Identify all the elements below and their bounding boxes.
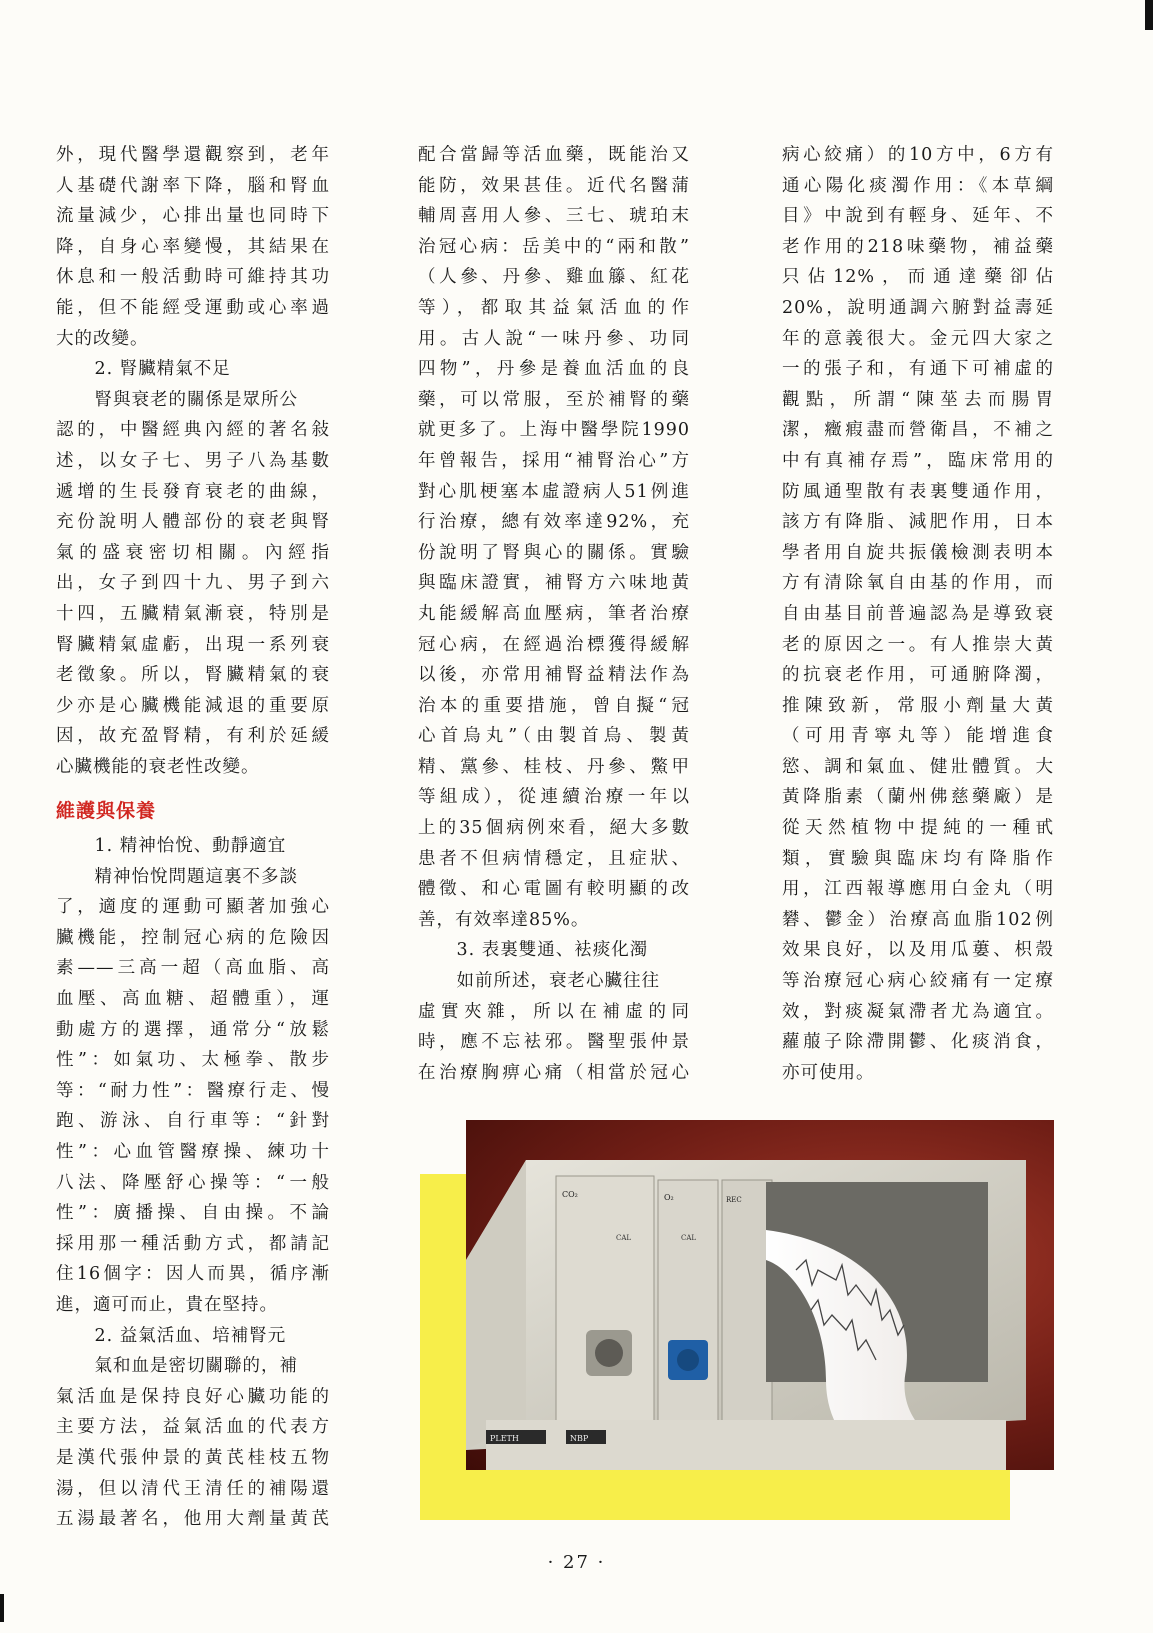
page-number: · 27 · <box>547 1552 606 1573</box>
text-line: 效果良好，以及用瓜蔞、枳殼 <box>782 940 1054 961</box>
text-line: 體徵、和心電圖有較明顯的改 <box>418 879 690 900</box>
text-line: 的抗衰老作用，可通腑降濁， <box>782 665 1054 686</box>
text-line: 了，適度的運動可顯著加強心 <box>56 897 330 918</box>
text-line: 與臨床證實，補腎方六味地黃 <box>418 573 690 594</box>
text-line: 亦可使用。 <box>782 1062 875 1083</box>
text-line: 年的意義很大。金元四大家之 <box>782 328 1054 349</box>
column-2 <box>418 140 690 1088</box>
text-line: 氣的盛衰密切相關。內經指 <box>56 542 330 563</box>
text-line: 性”：廣播操、自由操。不論 <box>56 1203 330 1224</box>
text-line: 等：“耐力性”：醫療行走、慢 <box>56 1080 330 1101</box>
text-line: 腎與衰老的關係是眾所公 <box>94 389 298 410</box>
text-line: 人基礎代謝率下降，腦和腎血 <box>56 175 330 196</box>
text-line: 等組成），從連續治療一年以 <box>418 787 690 808</box>
text-line: 蘿菔子除滯開鬱、化痰消食， <box>782 1032 1054 1053</box>
text-line: 對心肌梗塞本虛證病人51例進 <box>418 481 690 502</box>
text-line: 素——三高一超（高血脂、高 <box>56 958 330 979</box>
text-line: 因，故充盈腎精，有利於延緩 <box>56 726 330 747</box>
rec-label: REC <box>726 1196 742 1204</box>
text-line: 心臟機能的衰老性改變。 <box>56 756 260 777</box>
text-line: 遞增的生長發育衰老的曲線， <box>56 481 330 502</box>
text-line: 輔周喜用人參、三七、琥珀末 <box>418 206 690 227</box>
text-line: 3. 表裏雙通、袪痰化濁 <box>456 940 649 961</box>
nbp-label: NBP <box>570 1434 589 1443</box>
text-line: 配合當歸等活血藥，既能治又 <box>418 145 690 165</box>
text-line: （可用青寧丸等）能增進食 <box>782 726 1054 747</box>
text-line: 等），都取其益氣活血的作 <box>418 297 690 318</box>
photo-block <box>420 1120 1060 1522</box>
text-line: 從天然植物中提純的一種甙 <box>782 818 1054 839</box>
text-line: 虛實夾雜，所以在補虛的同 <box>418 1001 690 1022</box>
text-line: 觀點，所謂“陳莝去而腸胃 <box>782 389 1054 410</box>
text-line: 20%，說明通調六腑對益壽延 <box>782 297 1054 318</box>
co2-module <box>556 1176 654 1426</box>
text-line: 老的原因之一。有人推崇大黃 <box>782 634 1054 655</box>
text-line: 性”：心血管醫療操、練功十 <box>56 1142 330 1162</box>
text-line: 充份說明人體部份的衰老與腎 <box>56 512 330 533</box>
text-line: 以後，亦常用補腎益精法作為 <box>418 665 690 686</box>
text-line: 腎臟精氣虛虧，出現一系列衰 <box>56 634 330 655</box>
text-line: 住16個字：因人而異，循序漸 <box>56 1264 330 1285</box>
text-line: 自由基目前普遍認為是導致衰 <box>782 603 1054 624</box>
text-line: 只佔12%，而通達藥卻佔 <box>782 267 1054 288</box>
text-line: 臟機能，控制冠心病的危險因 <box>56 927 330 948</box>
text-line: 防風通聖散有表裏雙通作用， <box>782 481 1054 502</box>
text-line: 用。古人說“一味丹參、功同 <box>418 328 690 349</box>
text-line: 黃降脂素（蘭州佛慈藥廠）是 <box>782 787 1054 808</box>
text-line: 用，江西報導應用白金丸（明 <box>782 879 1054 900</box>
text-line: 2. 益氣活血、培補腎元 <box>94 1325 287 1346</box>
o2-label: O₂ <box>664 1193 674 1202</box>
text-line: 是漢代張仲景的黃芪桂枝五物 <box>56 1447 330 1468</box>
co2-label: CO₂ <box>562 1190 578 1199</box>
text-line: 精、黨參、桂枝、丹參、鱉甲 <box>418 756 690 777</box>
text-line: 十四，五臟精氣漸衰，特別是 <box>56 603 330 624</box>
text-line: 湯，但以清代王清任的補陽還 <box>56 1478 330 1499</box>
text-line: 推陳致新，常服小劑量大黃 <box>782 695 1054 716</box>
monitor-illustration <box>466 1120 1054 1470</box>
text-line: 外，現代醫學還觀察到，老年 <box>56 145 330 165</box>
text-line: 等治療冠心病心絞痛有一定療 <box>782 971 1054 992</box>
o2-module <box>658 1180 718 1426</box>
text-line: 性”：如氣功、太極拳、散步 <box>56 1050 330 1071</box>
text-line: （人參、丹參、雞血籐、紅花 <box>418 267 690 288</box>
lower-module <box>486 1420 1006 1470</box>
text-line: 一的張子和，有通下可補虛的 <box>782 359 1054 380</box>
text-line: 如前所述，衰老心臟往往 <box>456 971 660 992</box>
text-line: 學者用自旋共振儀檢測表明本 <box>782 542 1054 563</box>
corner-mark <box>0 1594 4 1622</box>
text-line: 氣活血是保持良好心臟功能的 <box>56 1386 330 1407</box>
text-line: 主要方法，益氣活血的代表方 <box>56 1417 330 1438</box>
text-line: 心首烏丸”（由製首烏、製黃 <box>418 726 690 747</box>
text-line: 跑、游泳、自行車等：“針對 <box>56 1111 330 1132</box>
text-line: 老徵象。所以，腎臟精氣的衰 <box>56 665 330 686</box>
text-line: 類，實驗與臨床均有降脂作 <box>782 848 1054 869</box>
text-line: 休息和一般活動時可維持其功 <box>56 267 330 288</box>
text-line: 五湯最著名，他用大劑量黃芪 <box>56 1509 330 1530</box>
text-line: 病心絞痛）的10方中，6方有 <box>782 145 1054 165</box>
text-line: 中有真補存焉”，臨床常用的 <box>782 450 1054 471</box>
text-line: 時，應不忘袪邪。醫聖張仲景 <box>418 1032 690 1053</box>
text-line: 採用那一種活動方式，都請記 <box>56 1233 330 1254</box>
text-line: 礬、鬱金）治療高血脂102例 <box>782 909 1054 930</box>
text-line: 效，對痰凝氣滯者尤為適宜。 <box>782 1001 1054 1022</box>
text-line: 述，以女子七、男子八為基數 <box>56 450 330 471</box>
text-line: 該方有降脂、減肥作用，日本 <box>782 512 1054 533</box>
text-line: 出，女子到四十九、男子到六 <box>56 573 330 594</box>
text-line: 潔，癥瘕盡而營衛昌，不補之 <box>782 420 1054 441</box>
text-line: 就更多了。上海中醫學院1990 <box>418 420 690 441</box>
monitor-side <box>466 1160 526 1450</box>
medical-monitor-photo <box>466 1120 1054 1470</box>
text-line: 精神怡悅問題這裏不多談 <box>94 866 298 887</box>
text-line: 年曾報告，採用“補腎治心”方 <box>418 450 690 471</box>
text-line: 藥，可以常服，至於補腎的藥 <box>418 389 690 410</box>
text-line: 少亦是心臟機能減退的重要原 <box>56 695 330 716</box>
text-line: 在治療胸痹心痛（相當於冠心 <box>418 1062 690 1083</box>
text-line: 目》中說到有輕身、延年、不 <box>782 206 1054 227</box>
text-line: 能防，效果甚佳。近代名醫蒲 <box>418 175 690 196</box>
column-3 <box>782 140 1054 1088</box>
text-line: 冠心病，在經過治標獲得緩解 <box>418 634 690 655</box>
text-line: 血壓、高血糖、超體重），運 <box>56 989 330 1010</box>
column-1 <box>56 140 330 1535</box>
text-line: 行治療，總有效率達92%，充 <box>418 512 690 533</box>
text-line: 通心陽化痰濁作用：《本草綱 <box>782 175 1054 196</box>
section-heading: 維護與保養 <box>56 800 157 823</box>
text-line: 八法、降壓舒心操等：“一般 <box>56 1172 330 1193</box>
text-line: 能，但不能經受運動或心率過 <box>56 297 330 318</box>
text-line: 上的35個病例來看，絕大多數 <box>418 818 690 839</box>
text-line: 四物”，丹參是養血活血的良 <box>418 359 690 380</box>
text-line: 氣和血是密切關聯的，補 <box>94 1356 298 1377</box>
text-line: 進，適可而止，貴在堅持。 <box>56 1294 278 1315</box>
text-line: 治冠心病：岳美中的“兩和散” <box>418 236 690 257</box>
text-line: 動處方的選擇，通常分“放鬆 <box>56 1019 330 1040</box>
text-line: 丸能緩解高血壓病，筆者治療 <box>418 603 690 624</box>
text-line: 方有清除氧自由基的作用，而 <box>782 573 1054 594</box>
text-line: 流量減少，心排出量也同時下 <box>56 206 330 227</box>
edge-mark <box>1145 0 1153 30</box>
text-line: 認的，中醫經典內經的著名敍 <box>56 420 330 441</box>
text-line: 老作用的218味藥物，補益藥 <box>782 236 1054 257</box>
rec-module <box>722 1180 772 1426</box>
text-line: 降，自身心率變慢，其結果在 <box>56 236 330 257</box>
text-line: 治本的重要措施，曾自擬“冠 <box>418 695 690 716</box>
text-line: 善，有效率達85%。 <box>418 909 590 930</box>
text-line: 2. 腎臟精氣不足 <box>94 359 231 380</box>
pleth-label: PLETH <box>490 1434 519 1443</box>
text-line: 1. 精神怡悅、動靜適宜 <box>94 836 287 857</box>
text-line: 大的改變。 <box>56 328 149 349</box>
text-line: 份說明了腎與心的關係。實驗 <box>418 542 690 563</box>
cal-label-2: CAL <box>681 1234 697 1242</box>
cal-label-1: CAL <box>616 1234 632 1242</box>
text-line: 慾、調和氣血、健壯體質。大 <box>782 756 1054 777</box>
text-line: 患者不但病情穩定，且症狀、 <box>418 848 690 869</box>
